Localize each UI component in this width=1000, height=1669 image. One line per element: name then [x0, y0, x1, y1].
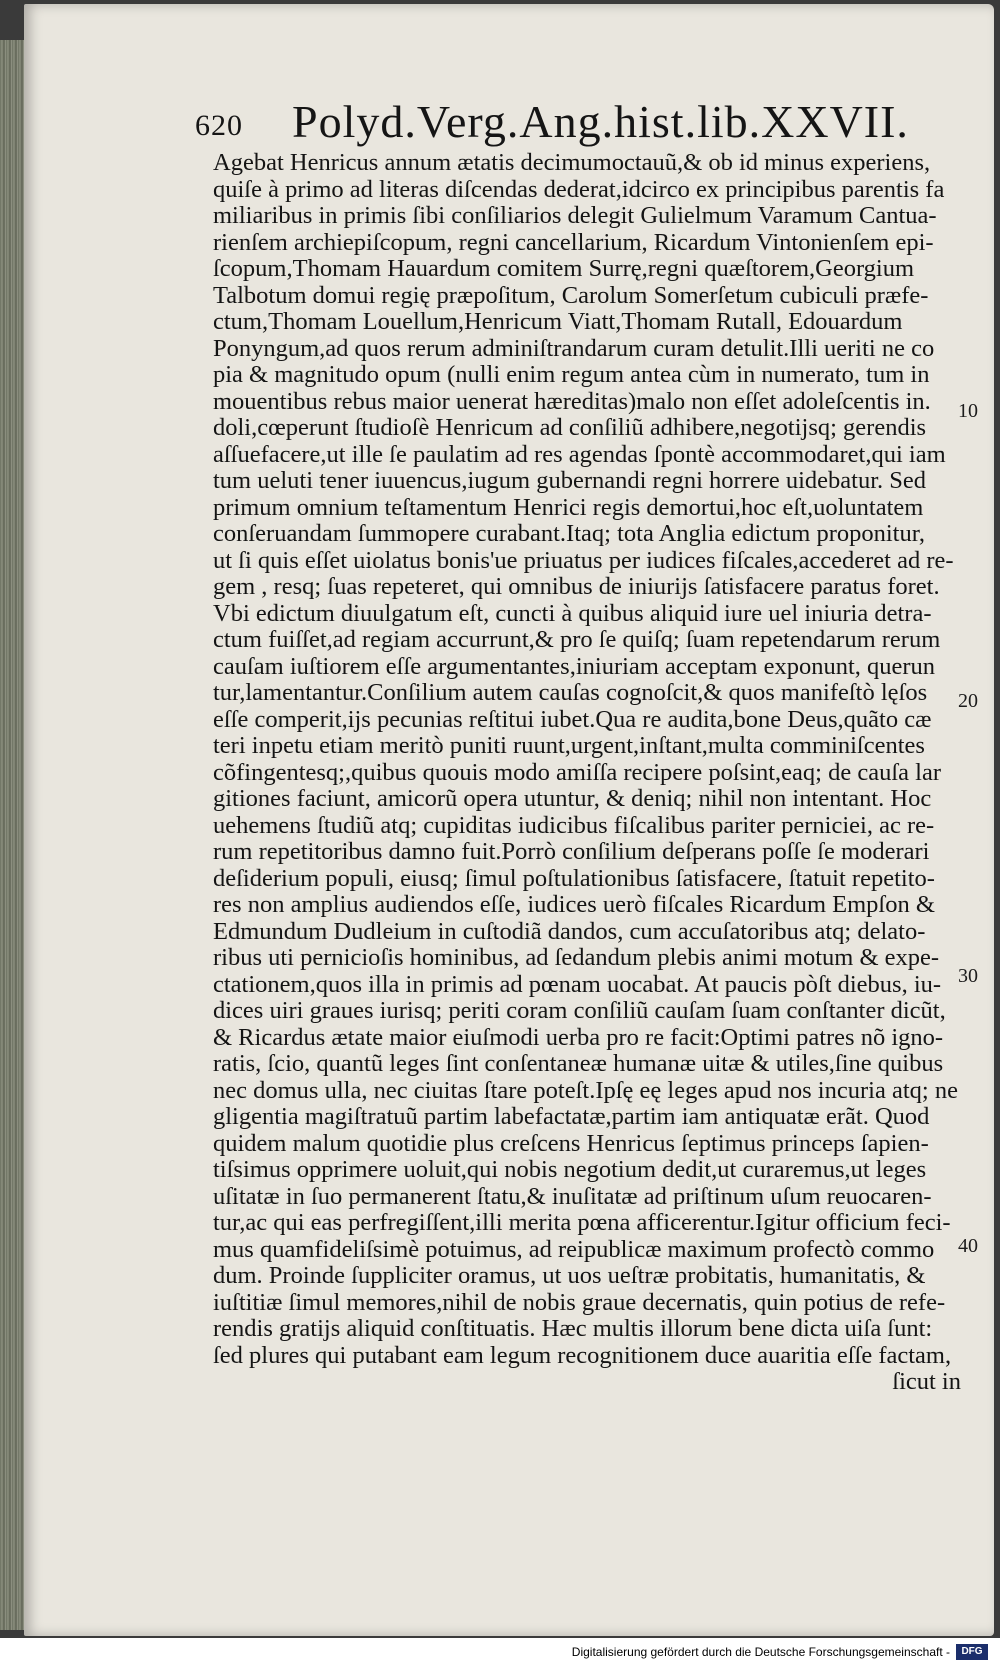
page-header — [195, 95, 975, 155]
text-line: ratis, ſcio, quantũ leges ſint conſentaneæ humanæ uitæ & utiles,ſine quibus — [213, 1050, 944, 1077]
text-line: pia & magnitudo opum (nulli enim regum antea cùm in numerato, tum in — [213, 361, 930, 388]
text-line: nec domus ulla, nec ciuitas ſtare poteſt.Ipſę eę leges apud nos incuria atq; ne — [213, 1076, 958, 1104]
text-line: ut ſi quis eſſet uiolatus bonis'ue priuatus per iudices fiſcales,accederet ad re- — [213, 546, 954, 574]
text-line: quidem malum quotidie plus creſcens Henricus ſeptimus princeps ſapien- — [213, 1129, 929, 1157]
text-line: rum repetitoribus damno fuit.Porrò conſilium deſperans poſſe ſe moderari — [213, 838, 930, 865]
text-line: ſed plures qui putabant eam legum recognitionem duce auaritia eſſe factam, — [213, 1341, 952, 1369]
margin-line-number: 40 — [958, 1235, 978, 1257]
text-line: uehemens ſtudiũ atq; cupiditas iudicibus fiſcalibus pariter perniciei, ac re- — [213, 811, 935, 839]
text-line: Ponyngum,ad quos rerum adminiſtrandarum curam detulit.Illi ueriti ne co — [213, 334, 935, 362]
text-line: mus quamfideliſsimè potuimus, ad reipublicæ maximum profectò commo — [213, 1235, 935, 1263]
text-line: quiſe à primo ad literas diſcendas dederat,idcirco ex principibus parentis fa — [213, 175, 945, 203]
text-line: & Ricardus ætate maior eiuſmodi uerba pro re facit:Optimi patres nõ igno- — [213, 1023, 944, 1051]
body-text — [213, 150, 973, 1396]
text-line: res non amplius audiendos eſſe, iudices uerò fiſcales Ricardum Empſon & — [213, 891, 935, 918]
text-line: Vbi edictum diuulgatum eſt, cuncti à quibus aliquid iure uel iniuria detra- — [213, 599, 932, 627]
text-line: ribus uti pernicioſis hominibus, ad ſedandum plebis animi motum & expe- — [213, 944, 940, 971]
text-line: gligentia magiſtratuũ partim labefactatæ,partim iam antiquatæ erãt. Quod — [213, 1103, 930, 1130]
text-line: tur,lamentantur.Conſilium autem cauſas cognoſcit,& quos manifeſtò lęſos — [213, 679, 928, 706]
text-line: Edmundum Dudleium in cuſtodiã dandos, cum accuſatoribus atq; delato- — [213, 917, 926, 945]
margin-line-number: 30 — [958, 965, 978, 987]
text-line: Agebat Henricus annum ætatis decimumoctauũ,& ob id minus experiens, — [213, 149, 931, 176]
text-line: ſicut in — [892, 1368, 961, 1395]
text-line: deſiderium populi, eiusq; ſimul poſtulationibus ſatisfacere, ſtatuit repetito- — [213, 864, 935, 892]
footer-bar — [0, 1638, 1000, 1669]
text-line: rienſem archiepiſcopum, regni cancellarium, Ricardum Vintonienſem epi- — [213, 228, 934, 256]
text-line: gem , resq; ſuas repeteret, qui omnibus de iniurijs ſatisfacere paratus foret. — [213, 573, 940, 600]
text-line: Talbotum domui regię præpoſitum, Carolum Somerſetum cubiculi præfe- — [213, 281, 929, 309]
text-line: rendis gratijs aliquid conſtituatis. Hæc multis illorum bene dicta uiſa ſunt: — [213, 1315, 933, 1342]
text-line: iuſtitiæ ſimul memores,nihil de nobis graue decernatis, quin potius de refe- — [213, 1288, 946, 1316]
text-line: dices uiri graues iurisq; periti coram conſiliũ cauſam ſuam conſtanter dicũt, — [213, 997, 946, 1024]
text-line: teri inpetu etiam meritò puniti ruunt,urgent,inſtant,multa comminiſcentes — [213, 732, 925, 759]
text-line: cauſam iuſtiorem eſſe argumentantes,iniuriam acceptam exponunt, querun — [213, 652, 936, 680]
text-line: ſcopum,Thomam Hauardum comitem Surrę,regni quæſtorem,Georgium — [213, 255, 915, 282]
text-line: primum omnium teſtamentum Henrici regis demortui,hoc eſt,uoluntatem — [213, 493, 924, 521]
text-line: miliaribus in primis ſibi conſiliarios delegit Gulielmum Varamum Cantua- — [213, 202, 937, 229]
text-line: ctum,Thomam Louellum,Henricum Viatt,Thomam Rutall, Edouardum — [213, 308, 903, 335]
text-line: doli,cœperunt ſtudioſè Henricum ad conſiliũ adhibere,negotijsq; gerendis — [213, 414, 927, 441]
text-line: conſeruandam ſummopere curabant.Itaq; tota Anglia edictum proponitur, — [213, 520, 926, 547]
text-line: ctum fuiſſet,ad regiam accurrunt,& pro ſe quiſq; ſuam repetendarum rerum — [213, 626, 941, 653]
margin-line-number: 20 — [958, 690, 978, 712]
text-line: gitiones faciunt, amicorũ opera utuntur, & deniq; nihil non intentant. Hoc — [213, 785, 932, 812]
dfg-logo: DFG — [956, 1644, 988, 1660]
text-line: ctationem,quos illa in primis ad pœnam uocabat. At paucis pòſt diebus, iu- — [213, 970, 942, 998]
text-line: cõfingentesq;,quibus quouis modo amiſſa recipere poſsint,eaq; de cauſa lar — [213, 758, 941, 786]
text-line: eſſe comperit,ijs pecunias reſtitui iubet.Qua re audita,bone Deus,quãto cæ — [213, 705, 932, 733]
text-line: tur,ac qui eas perfregiſſent,illi merita pœna afficerentur.Igitur officium feci- — [213, 1209, 951, 1236]
text-line: mouentibus rebus maior uenerat hæreditas)malo non eſſet adoleſcentis in. — [213, 387, 931, 415]
page-number: 620 — [195, 109, 243, 142]
running-title: Polyd.Verg.Ang.hist.lib.XXVII. — [292, 96, 909, 147]
margin-line-number: 10 — [958, 400, 978, 422]
text-line: uſitatæ in ſuo permanerent ſtatu,& inuſitatæ ad priſtinum uſum reuocaren- — [213, 1182, 932, 1210]
text-line: tum ueluti tener iuuencus,iugum gubernandi regni horrere uidebatur. Sed — [213, 467, 927, 494]
text-line: tiſsimus opprimere uoluit,qui nobis negotium dedit,ut curaremus,ut leges — [213, 1156, 927, 1183]
text-line: aſſuefacere,ut ille ſe paulatim ad res agendas ſpontè accommodaret,qui iam — [213, 440, 946, 468]
footer-credit: Digitalisierung gefördert durch die Deutsche Forschungsgemeinschaft - — [571, 1645, 950, 1659]
text-line: dum. Proinde ſuppliciter oramus, ut uos ueſtræ probitatis, humanitatis, & — [213, 1262, 926, 1289]
